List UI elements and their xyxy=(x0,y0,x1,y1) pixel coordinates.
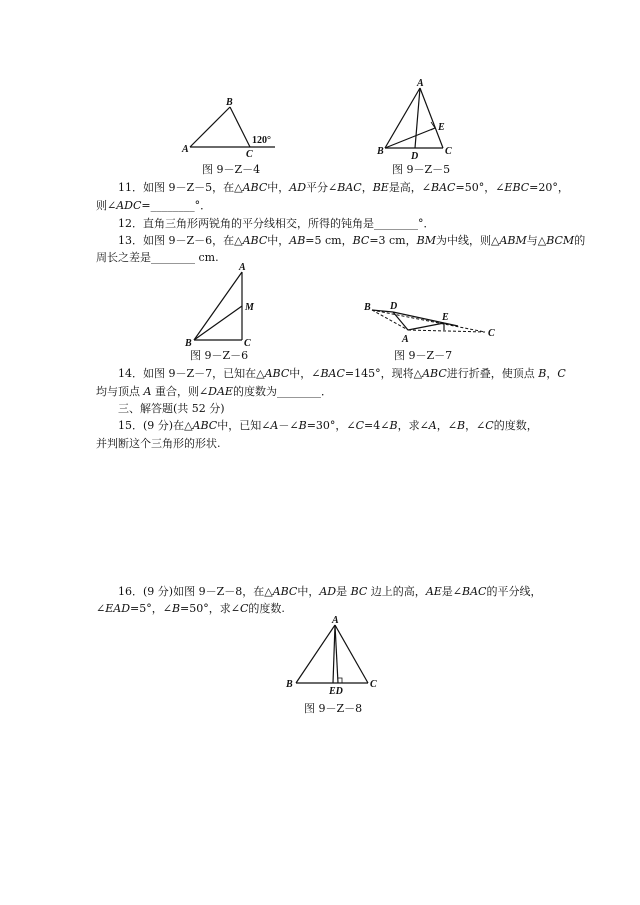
section-3-heading: 三、解答题(共 52 分) xyxy=(118,402,225,415)
segment-be xyxy=(385,128,435,148)
label-a: A xyxy=(239,262,246,273)
segment-ac xyxy=(335,625,368,683)
label-c: C xyxy=(445,146,452,157)
segment-ac xyxy=(420,88,443,148)
label-d: D xyxy=(390,301,398,312)
figure-9-z-5 xyxy=(375,78,465,160)
question-14-line-1: 14．如图 9－Z－7，已知在△ABC中，∠BAC=145°，现将△ABC进行折叠，使顶点 B，C xyxy=(118,367,566,380)
figure-9-z-7 xyxy=(360,298,500,348)
caption-9-z-4: 图 9－Z－4 xyxy=(202,163,261,176)
label-a: A xyxy=(332,615,339,626)
label-b: B xyxy=(226,97,233,108)
label-e: E xyxy=(438,122,445,133)
segment-ab xyxy=(296,625,335,683)
figure-9-z-6 xyxy=(182,262,262,350)
caption-9-z-7: 图 9－Z－7 xyxy=(394,349,453,362)
segment-ad xyxy=(335,625,338,683)
question-12: 12．直角三角形两锐角的平分线相交，所得的钝角是________°． xyxy=(118,217,435,230)
segment-bm xyxy=(194,306,242,340)
label-ed: ED xyxy=(329,686,343,697)
segment-ae xyxy=(333,625,335,683)
question-15-line-1: 15．(9 分)在△ABC中，已知∠A－∠B=30°，∠C=4∠B，求∠A，∠B，∠C的度数， xyxy=(118,419,538,432)
label-b: B xyxy=(364,302,371,313)
label-a: A xyxy=(402,334,409,345)
label-d: D xyxy=(411,151,419,162)
figure-9-z-4 xyxy=(180,95,290,160)
caption-9-z-8: 图 9－Z－8 xyxy=(304,702,363,715)
caption-9-z-6: 图 9－Z－6 xyxy=(190,349,249,362)
label-angle: 120° xyxy=(252,135,271,146)
label-c: C xyxy=(370,679,377,690)
segment-bc xyxy=(230,107,250,147)
segment-ba-dashed xyxy=(372,310,408,330)
label-b: B xyxy=(377,146,384,157)
segment-ea xyxy=(408,323,444,330)
label-e: E xyxy=(442,312,449,323)
right-angle-mark xyxy=(338,678,342,683)
triangle-diagram xyxy=(283,615,383,695)
folded-triangle-diagram xyxy=(360,298,500,348)
label-b: B xyxy=(185,338,192,349)
triangle-diagram xyxy=(375,78,465,160)
segment-bc-dashed xyxy=(372,310,485,332)
question-11-line-1: 11．如图 9－Z－5，在△ABC中，AD平分∠BAC，BE是高，∠BAC=50°，∠EBC=20°， xyxy=(118,181,569,194)
triangle-diagram xyxy=(182,262,262,350)
segment-ac-dashed xyxy=(408,330,485,332)
question-14-line-2: 均与顶点 A 重合，则∠DAE的度数为________． xyxy=(96,385,332,398)
segment-ab xyxy=(385,88,420,148)
question-16-line-1: 16．(9 分)如图 9－Z－8，在△ABC中，AD是 BC 边上的高，AE是∠BAC的平分线， xyxy=(118,585,542,598)
segment-ad xyxy=(415,88,420,148)
segment-ab xyxy=(194,272,242,340)
label-c: C xyxy=(244,338,251,349)
label-b: B xyxy=(286,679,293,690)
label-a: A xyxy=(417,78,424,89)
question-15-line-2: 并判断这个三角形的形状. xyxy=(96,437,221,450)
label-m: M xyxy=(245,302,254,313)
question-11-line-2: 则∠ADC=________°． xyxy=(96,199,212,212)
label-c: C xyxy=(488,328,495,339)
figure-9-z-8 xyxy=(283,615,383,695)
question-13-line-1: 13．如图 9－Z－6，在△ABC中，AB=5 cm，BC=3 cm，BM为中线，则△ABM与△BCM的 xyxy=(118,234,586,247)
label-a: A xyxy=(182,144,189,155)
caption-9-z-5: 图 9－Z－5 xyxy=(392,163,451,176)
question-13-line-2: 周长之差是________ cm. xyxy=(96,251,219,264)
label-c: C xyxy=(246,149,253,160)
segment-ab xyxy=(190,107,230,147)
triangle-diagram xyxy=(180,95,290,160)
question-16-line-2: ∠EAD=5°，∠B=50°，求∠C的度数. xyxy=(96,602,285,615)
